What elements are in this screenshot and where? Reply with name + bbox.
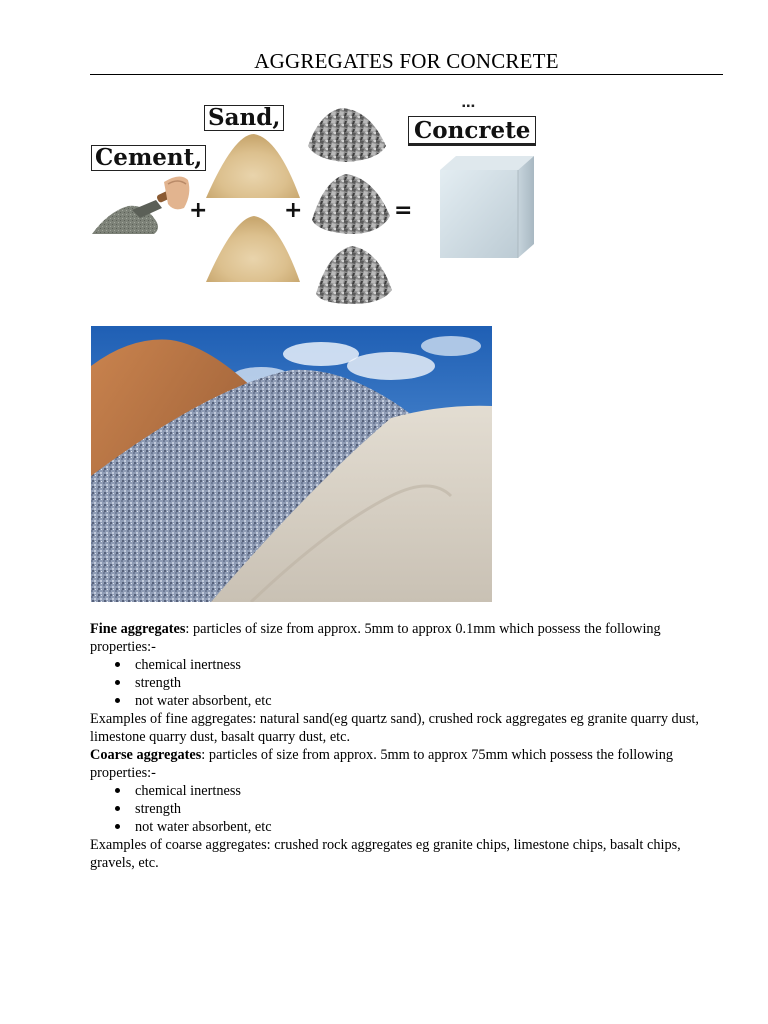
fine-aggregates-paragraph	[90, 620, 722, 656]
list-item: strength	[90, 674, 722, 692]
concrete-label: Concrete	[408, 116, 536, 146]
coarse-aggregates-paragraph	[90, 746, 722, 782]
coarse-aggregates-definition: : particles of size from approx. 5mm to approx 75mm which possess the following properties:-	[90, 747, 674, 781]
fine-aggregates-term: Fine aggregates	[90, 621, 186, 637]
plus-sign-first: +	[189, 198, 208, 223]
gravel-pile-top-image	[308, 108, 386, 162]
cement-pile-image	[92, 176, 189, 234]
list-item: not water absorbent, etc	[90, 818, 722, 836]
fine-aggregates-definition: : particles of size from approx. 5mm to approx 0.1mm which possess the following properties:-	[90, 621, 661, 655]
cement-label: Cement,	[91, 145, 206, 171]
decorative-dots: ▪▪▪	[462, 101, 476, 112]
concrete-equation-illustration	[88, 100, 548, 308]
coarse-aggregates-term: Coarse aggregates	[90, 747, 202, 763]
coarse-aggregates-examples: Examples of coarse aggregates: crushed rock aggregates eg granite chips, limestone chips, basalt chips, gravels, etc.	[90, 837, 681, 871]
coarse-aggregates-properties-list	[90, 782, 722, 836]
aggregate-piles-photo	[91, 326, 492, 602]
sand-pile-top-image	[206, 134, 300, 198]
list-item: chemical inertness	[90, 656, 722, 674]
title-underline	[90, 74, 723, 75]
list-item: chemical inertness	[90, 782, 722, 800]
sand-label: Sand,	[204, 105, 284, 131]
gravel-pile-middle-image	[312, 174, 390, 234]
sand-pile-bottom-image	[206, 216, 300, 282]
plus-sign-second: +	[284, 198, 303, 223]
document-title: AGGREGATES FOR CONCRETE	[254, 49, 559, 73]
list-item: strength	[90, 800, 722, 818]
aggregate-piles-graphic	[91, 326, 492, 602]
fine-aggregates-properties-list	[90, 656, 722, 710]
equals-sign: =	[394, 198, 413, 223]
aggregates-description	[90, 620, 722, 872]
gravel-pile-bottom-image	[316, 246, 392, 304]
fine-aggregates-examples: Examples of fine aggregates: natural sand(eg quartz sand), crushed rock aggregates eg granite quarry dust, limestone quarry dust, basalt quarry dust, etc.	[90, 711, 699, 745]
list-item: not water absorbent, etc	[90, 692, 722, 710]
concrete-block-image	[440, 156, 534, 258]
